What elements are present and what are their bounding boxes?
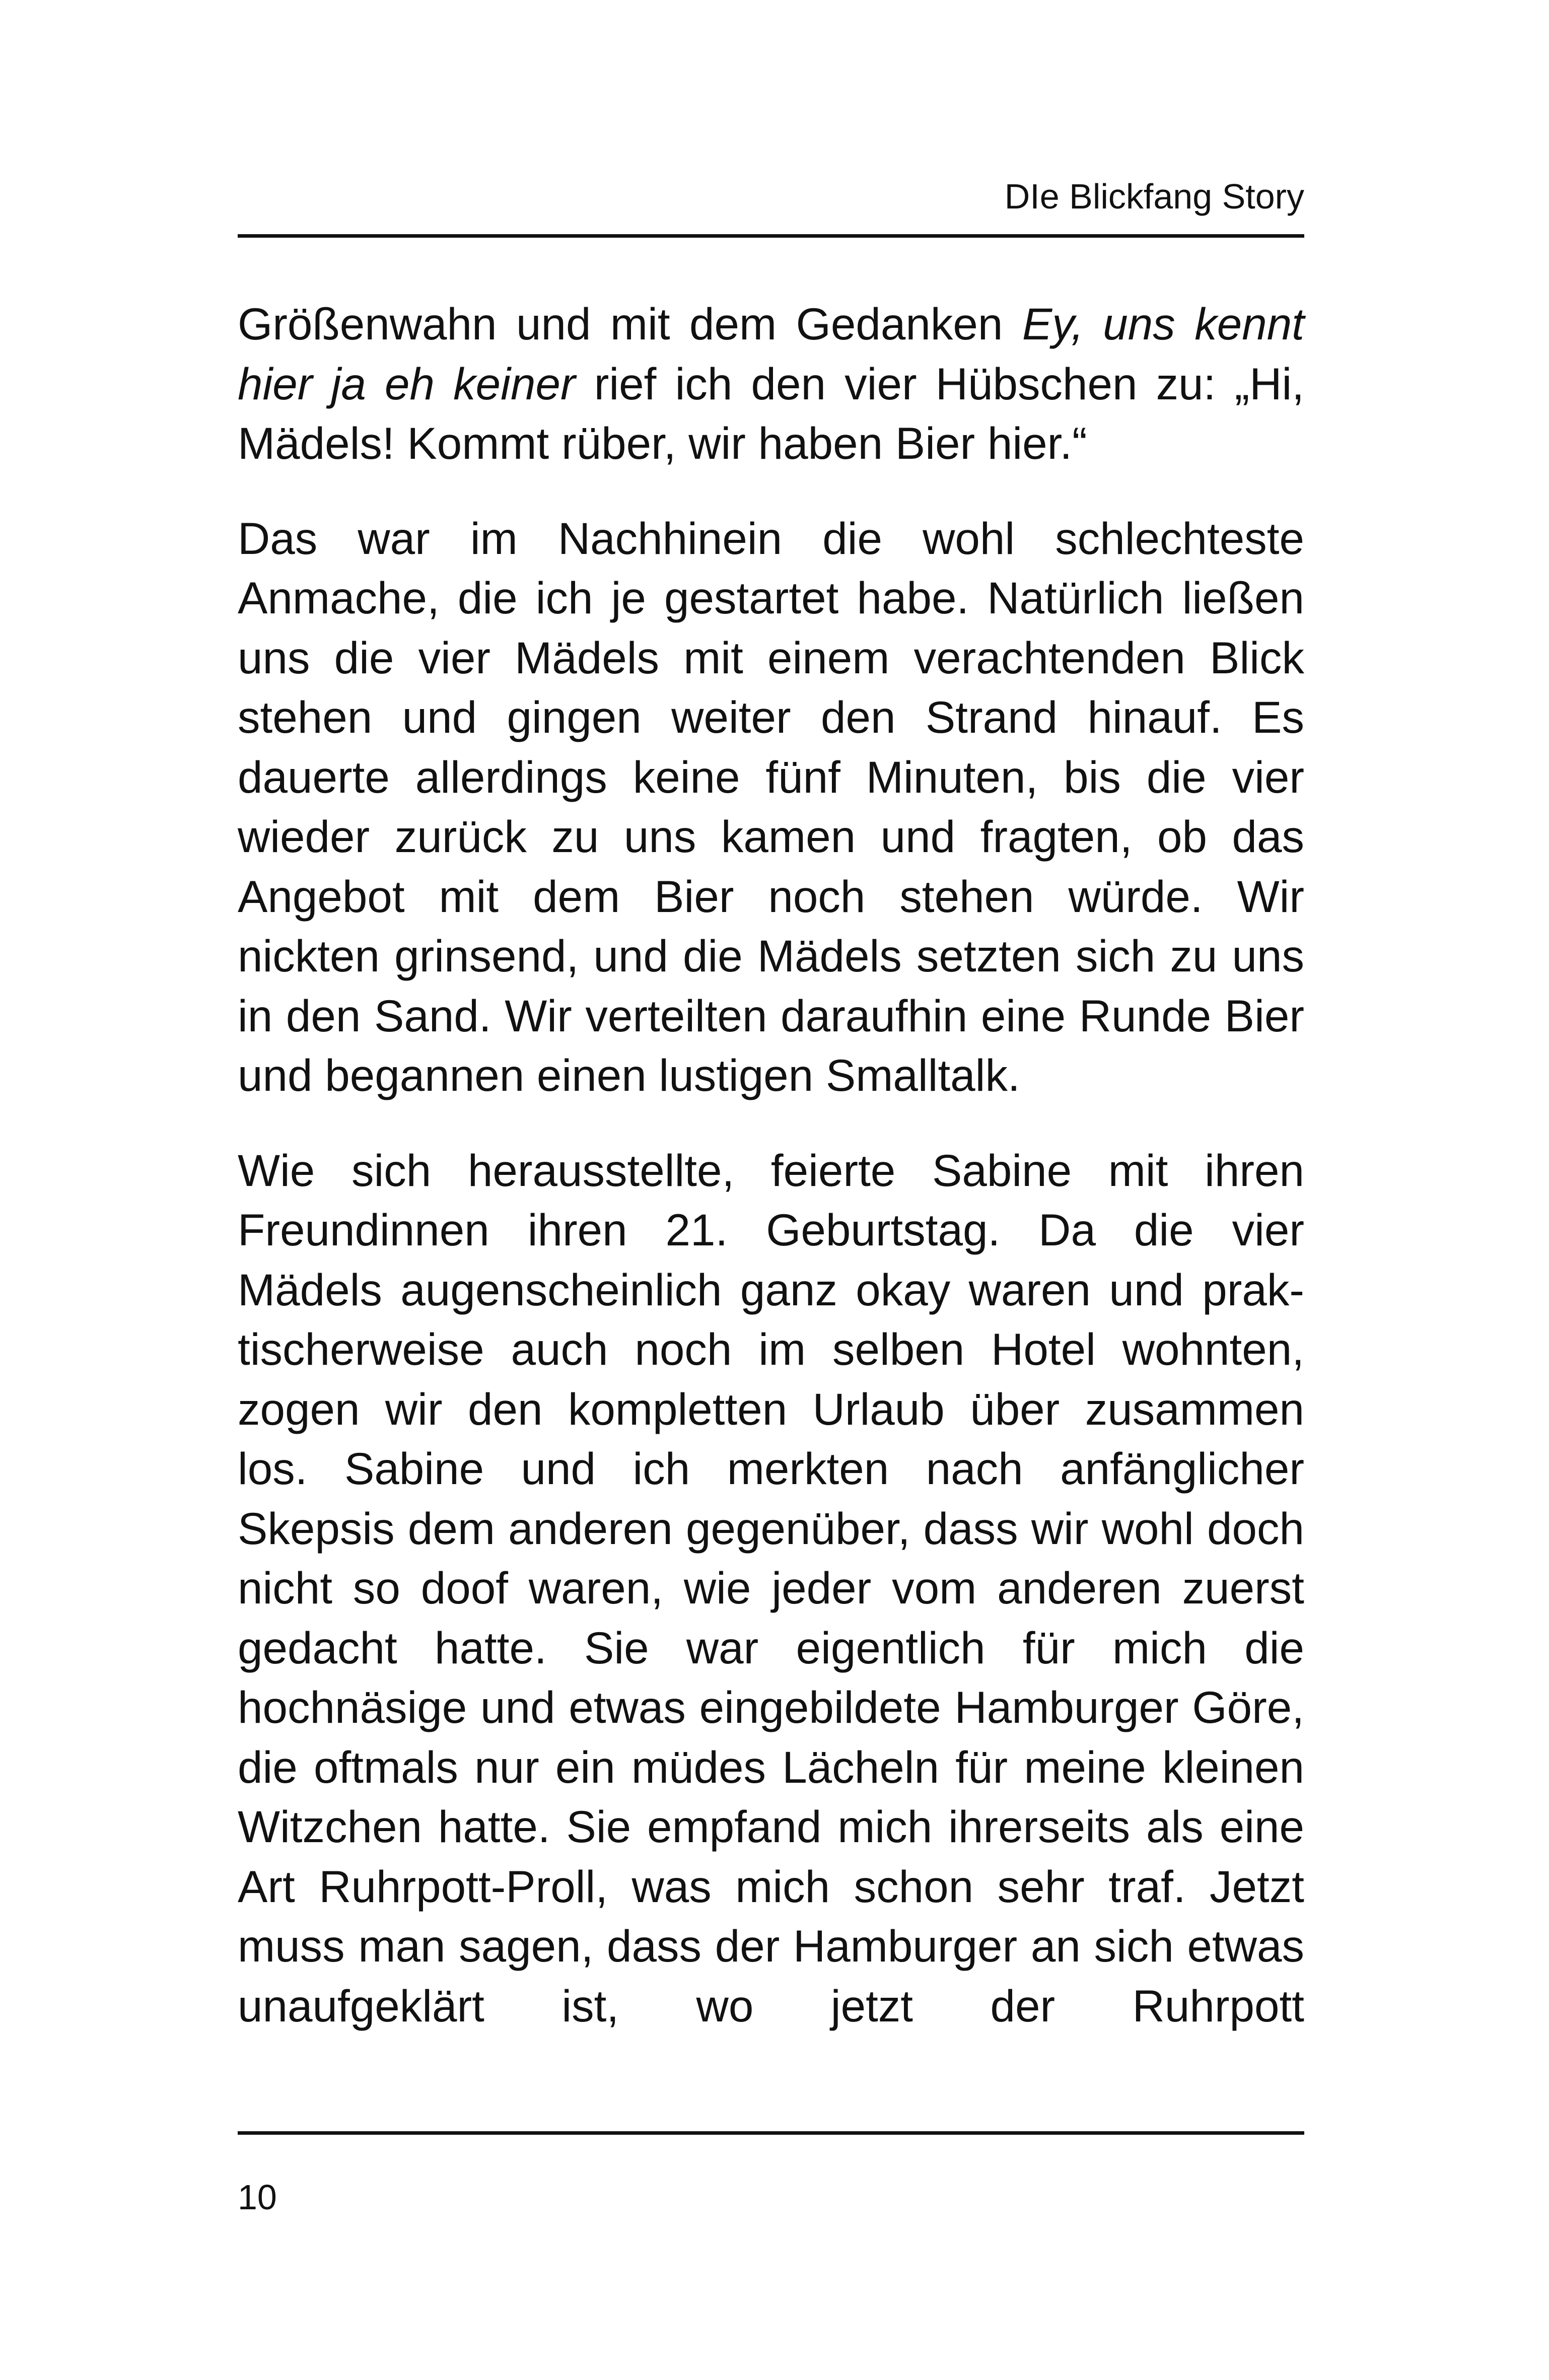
paragraph-2: Das war im Nachhinein die wohl schlechteste Anmache, die ich je gestartet habe. Natürlich ließen uns die vier Mädels mit einem verachtenden Blick stehen und gingen weiter den Strand hinauf. Es dauerte allerdings keine fünf Minuten, bis die vier wieder zurück zu uns kamen und fragten, ob das Angebot mit dem Bier noch stehen würde. Wir nickten grinsend, und die Mädels setzten sich zu uns in den Sand. Wir verteilten daraufhin eine Runde Bier und begannen einen lustigen Smalltalk. — [238, 513, 1304, 1100]
page-body — [238, 294, 1304, 2071]
paragraph-1-italic-thought: Ey, uns kennt hier ja eh keiner — [238, 299, 1304, 409]
paragraph-3: Wie sich herausstellte, feierte Sabine mit ihren Freundinnen ihren 21. Geburtstag. Da die vier Mädels augenscheinlich ganz okay waren und praktischerweise auch noch im selben Hotel wohnten, zogen wir den kompletten Urlaub über zusammen los. Sabine und ich merkten nach anfänglicher Skepsis dem anderen gegenüber, dass wir wohl doch nicht so doof waren, wie jeder vom anderen zuerst gedacht hatte. Sie war eigentlich für mich die hochnäsige und etwas eingebildete Hamburger Göre, die oftmals nur ein müdes Lächeln für meine kleinen Witzchen hatte. Sie empfand mich ihrerseits als eine Art Ruhrpott-Proll, was mich schon sehr traf. Jetzt muss man sagen, dass der Hamburger an sich etwas unaufgeklärt ist, wo jetzt der Ruhrpott — [238, 1145, 1304, 2031]
paragraph-1-text-a: Größenwahn und mit dem Gedanken — [238, 299, 1022, 349]
footer-rule — [238, 2131, 1304, 2135]
running-header — [238, 174, 1304, 219]
paragraph-1-text-b: rief ich den vier Hübschen zu: „Hi, Mädels! Kommt rüber, wir haben Bier hier.“ — [238, 358, 1304, 468]
header-rule — [238, 234, 1304, 238]
paragraph-1 — [238, 294, 1304, 473]
running-title: DIe Blickfang Story — [1004, 177, 1304, 216]
page-number: 10 — [238, 2178, 277, 2217]
